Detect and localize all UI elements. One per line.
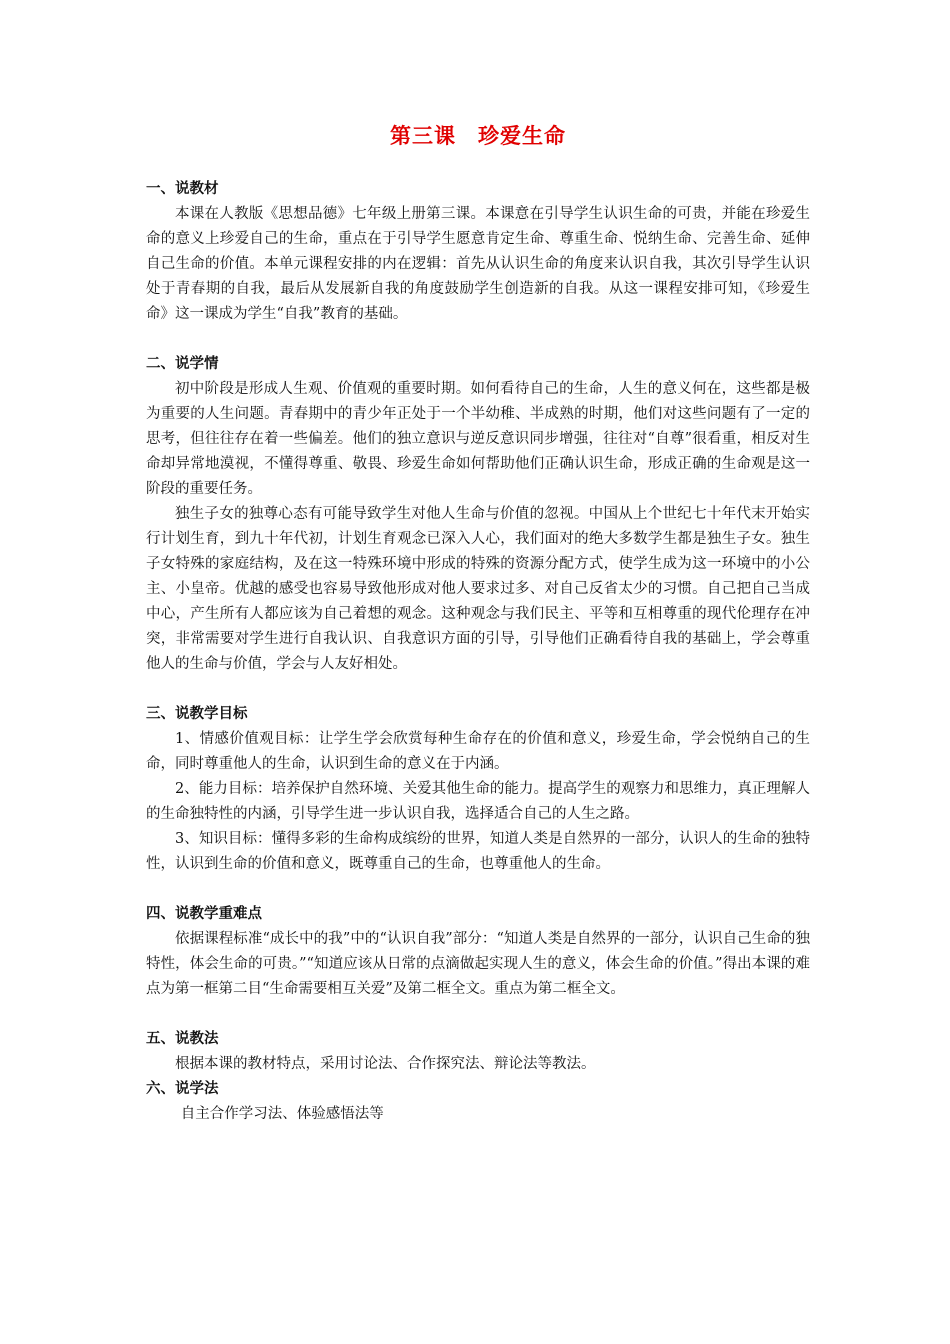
section-heading: 一、说教材	[146, 181, 219, 197]
section-teaching-methods	[146, 1027, 810, 1077]
paragraph: 1、情感价值观目标：让学生学会欣赏每种生命存在的价值和意义，珍爱生命，学会悦纳自己的生命，同时尊重他人的生命，认识到生命的意义在于内涵。	[146, 731, 810, 772]
section-gap	[146, 877, 810, 902]
section-objectives	[146, 702, 810, 877]
section-students	[146, 352, 810, 677]
section-gap	[146, 1002, 810, 1027]
section-heading: 五、说教法	[146, 1031, 219, 1047]
section-heading: 四、说教学重难点	[146, 906, 262, 922]
section-heading: 三、说教学目标	[146, 706, 248, 722]
paragraph: 本课在人教版《思想品德》七年级上册第三课。本课意在引导学生认识生命的可贵，并能在珍爱生命的意义上珍爱自己的生命，重点在于引导学生愿意肯定生命、尊重生命、悦纳生命、完善生命、延伸自己生命的价值。本单元课程安排的内在逻辑：首先从认识生命的角度来认识自我，其次引导学生认识处于青春期的自我，最后从发展新自我的角度鼓励学生创造新的自我。从这一课程安排可知，《珍爱生命》这一课成为学生“自我”教育的基础。	[146, 206, 810, 322]
section-learning-methods	[146, 1077, 810, 1127]
section-gap	[146, 327, 810, 352]
section-heading: 六、说学法	[146, 1081, 219, 1097]
document-page	[146, 118, 810, 1127]
paragraph: 初中阶段是形成人生观、价值观的重要时期。如何看待自己的生命，人生的意义何在，这些都是极为重要的人生问题。青春期中的青少年正处于一个半幼稚、半成熟的时期，他们对这些问题有了一定的思考，但往往存在着一些偏差。他们的独立意识与逆反意识同步增强，往往对“自尊”很看重，相反对生命却异常地漠视，不懂得尊重、敬畏、珍爱生命如何帮助他们正确认识生命，形成正确的生命观是这一阶段的重要任务。	[146, 381, 810, 497]
paragraph: 依据课程标准“成长中的我”中的“认识自我”部分：“知道人类是自然界的一部分，认识自己生命的独特性，体会生命的可贵。”“知道应该从日常的点滴做起实现人生的意义，体会生命的价值。”得出本课的难点为第一框第二目“生命需要相互关爱”及第二框全文。重点为第二框全文。	[146, 931, 810, 997]
paragraph: 根据本课的教材特点，采用讨论法、合作探究法、辩论法等教法。	[175, 1056, 596, 1072]
section-textbook	[146, 177, 810, 327]
section-heading: 二、说学情	[146, 356, 219, 372]
section-gap	[146, 677, 810, 702]
section-key-points	[146, 902, 810, 1002]
paragraph: 2、能力目标：培养保护自然环境、关爱其他生命的能力。提高学生的观察力和思维力，真正理解人的生命独特性的内涵，引导学生进一步认识自我，选择适合自己的人生之路。	[146, 781, 810, 822]
paragraph: 自主合作学习法、体验感悟法等	[180, 1106, 384, 1122]
document-title: 第三课 珍爱生命	[390, 124, 566, 148]
paragraph: 独生子女的独尊心态有可能导致学生对他人生命与价值的忽视。中国从上个世纪七十年代末开始实行计划生育，到九十年代初，计划生育观念已深入人心，我们面对的绝大多数学生都是独生子女。独生子女特殊的家庭结构，及在这一特殊环境中形成的特殊的资源分配方式，使学生成为这一环境中的小公主、小皇帝。优越的感受也容易导致他形成对他人要求过多、对自己反省太少的习惯。自己把自己当成中心，产生所有人都应该为自己着想的观念。这种观念与我们民主、平等和互相尊重的现代伦理存在冲突，非常需要对学生进行自我认识、自我意识方面的引导，引导他们正确看待自我的基础上，学会尊重他人的生命与价值，学会与人友好相处。	[146, 506, 810, 672]
paragraph: 3、知识目标：懂得多彩的生命构成缤纷的世界，知道人类是自然界的一部分，认识人的生命的独特性，认识到生命的价值和意义，既尊重自己的生命，也尊重他人的生命。	[146, 831, 810, 872]
